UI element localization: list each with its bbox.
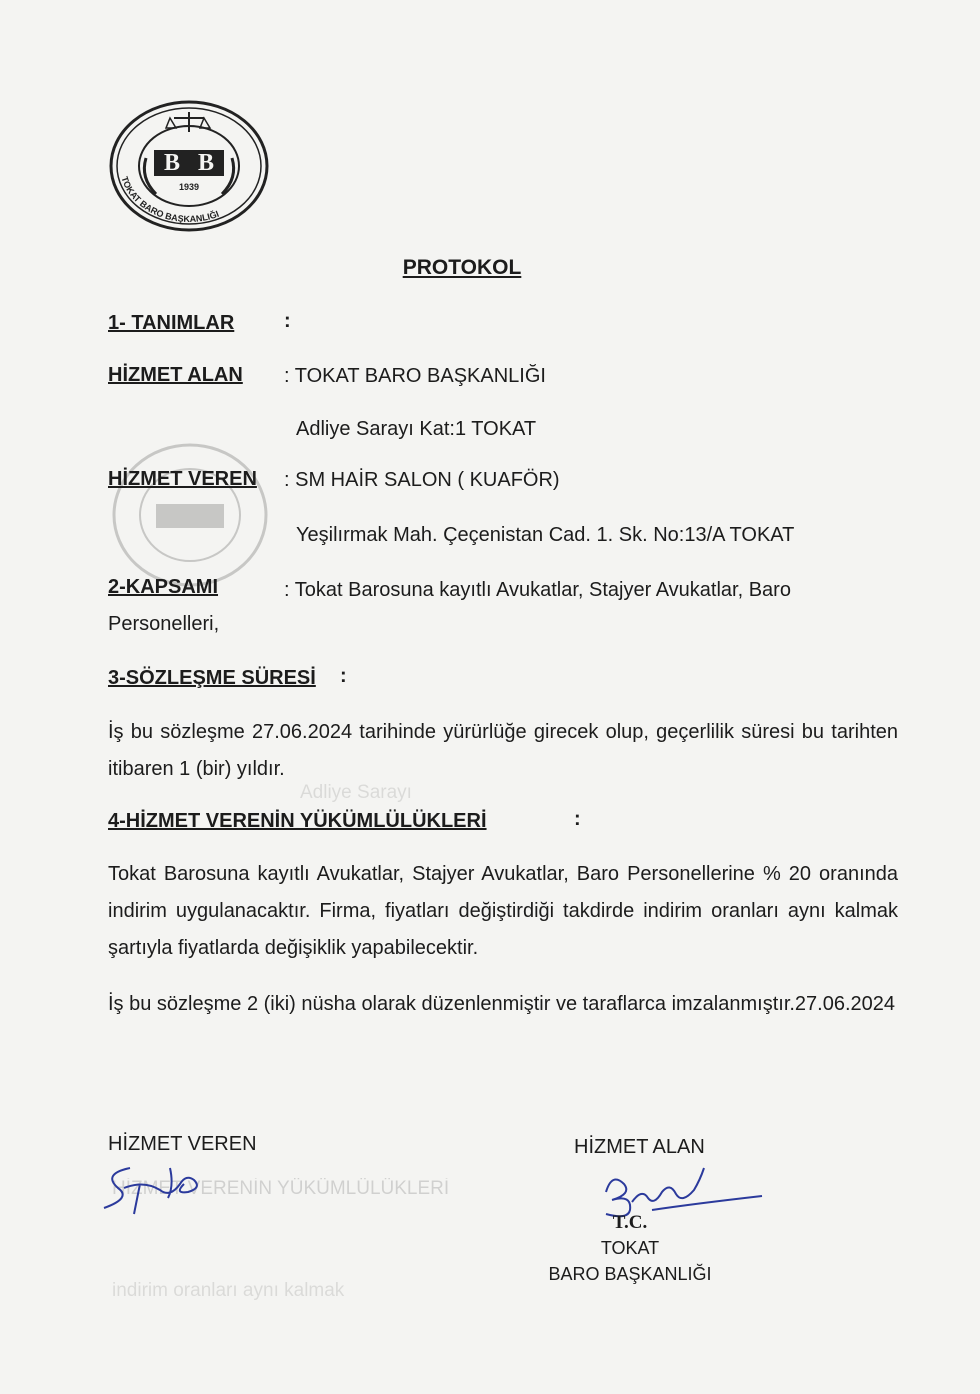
svg-text:B: B — [197, 150, 215, 176]
svg-text:TOKAT BARO BAŞKANLIĞI: TOKAT BARO BAŞKANLIĞI — [119, 175, 221, 225]
provider-signature-label: HİZMET VEREN — [108, 1133, 257, 1155]
bleed-through-seal — [110, 440, 270, 590]
document-title: PROTOKOL — [402, 256, 522, 279]
provider-address: Yeşilırmak Mah. Çeçenistan Cad. 1. Sk. No:13/A TOKAT — [296, 524, 795, 546]
term-paragraph: İş bu sözleşme 27.06.2024 tarihinde yürürlüğe girecek olup, geçerlilik süresi bu tarihten itibaren 1 (bir) yıldır. — [108, 721, 898, 780]
closing-paragraph: İş bu sözleşme 2 (iki) nüsha olarak düzenlenmiştir ve taraflarca imzalanmıştır.27.06.2024 — [108, 993, 896, 1015]
stamp-line-tc: T.C. — [612, 1212, 648, 1233]
bleed-through-text: HİZMET VERENİN YÜKÜMLÜLÜKLERİ — [112, 1178, 450, 1199]
provider-label: HİZMET VEREN — [108, 468, 257, 490]
section-heading-obligations: 4-HİZMET VERENİN YÜKÜMLÜLÜKLERİ — [108, 810, 487, 832]
scope-text-continued: Personelleri, — [108, 613, 220, 635]
heading-colon: : — [340, 665, 347, 687]
client-signature-label: HİZMET ALAN — [574, 1136, 705, 1158]
provider-signature — [100, 1158, 210, 1222]
client-name: : TOKAT BARO BAŞKANLIĞI — [284, 365, 546, 387]
client-label: HİZMET ALAN — [108, 364, 243, 386]
client-address: Adliye Sarayı Kat:1 TOKAT — [296, 418, 537, 440]
heading-colon: : — [574, 808, 581, 830]
section-heading-term: 3-SÖZLEŞME SÜRESİ — [108, 667, 316, 689]
section-heading-definitions: 1- TANIMLAR — [108, 312, 235, 334]
svg-text:1939: 1939 — [178, 182, 200, 192]
heading-colon: : — [284, 310, 291, 332]
bleed-through-text: Adliye Sarayı — [300, 782, 412, 803]
obligations-paragraph: Tokat Barosuna kayıtlı Avukatlar, Stajyer Avukatlar, Baro Personellerine % 20 oranında indirim uygulanacaktır. Firma, fiyatları değiştirdiği takdirde indirim oranları aynı kalmak şartıyla fiyatlarda değişiklik yapabilecektir. — [108, 863, 898, 959]
scope-text: : Tokat Barosuna kayıtlı Avukatlar, Stajyer Avukatlar, Baro — [284, 579, 791, 601]
stamp-line-bar: BARO BAŞKANLIĞI — [548, 1264, 712, 1284]
stamp-line-city: TOKAT — [600, 1238, 660, 1258]
svg-text:B: B — [163, 150, 181, 176]
section-heading-scope: 2-KAPSAMI — [108, 576, 219, 598]
bleed-through-text: indirim oranları aynı kalmak — [112, 1280, 345, 1301]
bar-association-seal — [106, 98, 272, 234]
provider-name: : SM HAİR SALON ( KUAFÖR) — [284, 469, 560, 491]
